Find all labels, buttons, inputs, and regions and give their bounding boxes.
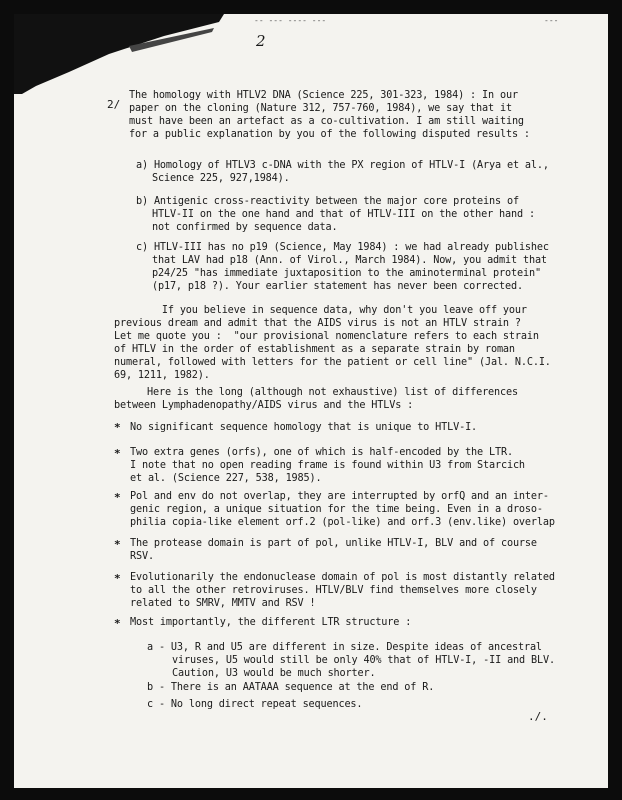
point-a-line-2: Science 225, 927,1984). [152,173,290,184]
intro-line-3: must have been an artefact as a co-cultivation. I am still waiting [129,116,524,127]
bullet-1-line-1: No significant sequence homology that is unique to HTLV-I. [130,422,478,433]
intro-line-4: for a public explanation by you of the following disputed results : [129,129,530,140]
bullet-asterisk: * [114,447,121,460]
ltr-a-line-2: viruses, U5 would still be only 40% that of HTLV-I, -II and BLV. [172,655,555,666]
bullet-asterisk: * [114,421,121,434]
section-number: 2/ [107,98,121,111]
ltr-b-line-1: b - There is an AATAAA sequence at the end of R. [147,682,435,693]
paragraph-line-1: If you believe in sequence data, why don't you leave off your [114,305,527,316]
bullet-2-line-3: et al. (Science 227, 538, 1985). [130,473,322,484]
bullet-asterisk: * [114,617,121,630]
paragraph-line-5: numeral, followed with letters for the patient or cell line" (Jal. N.C.I. [114,357,551,368]
scan-artifact-blotch [14,14,224,94]
point-b-line-2: HTLV-II on the one hand and that of HTLV-III on the other hand : [152,209,535,220]
bullet-3-line-1: Pol and env do not overlap, they are interrupted by orfQ and an inter- [130,491,549,502]
bullet-2-line-1: Two extra genes (orfs), one of which is half-encoded by the LTR. [130,447,513,458]
bullet-4-line-2: RSV. [130,551,154,562]
bullet-6-line-1: Most importantly, the different LTR structure : [130,617,412,628]
intro-line-1: The homology with HTLV2 DNA (Science 225, 301-323, 1984) : In our [129,90,518,101]
point-c-line-2: that LAV had p18 (Ann. of Virol., March 1984). Now, you admit that [152,255,547,266]
intro-line-2: paper on the cloning (Nature 312, 757-760, 1984), we say that it [129,103,512,114]
point-c-line-4: (p17, p18 ?). Your earlier statement has never been corrected. [152,281,523,292]
bullet-asterisk: * [114,491,121,504]
ltr-c-line-1: c - No long direct repeat sequences. [147,699,363,710]
paragraph-line-2: previous dream and admit that the AIDS virus is not an HTLV strain ? [114,318,521,329]
fax-header-right: --- [544,16,559,25]
paragraph-line-4: of HTLV in the order of establishment as a separate strain by roman [114,344,515,355]
bullet-2-line-2: I note that no open reading frame is found within U3 from Starcich [130,460,525,471]
point-b-line-1: b) Antigenic cross-reactivity between the major core proteins of [136,196,519,207]
bullet-4-line-1: The protease domain is part of pol, unlike HTLV-I, BLV and of course [130,538,537,549]
bullet-3-line-3: philia copia-like element orf.2 (pol-like) and orf.3 (env.like) overlap [130,517,555,528]
continuation-mark: ./. [528,710,548,723]
bullet-5-line-1: Evolutionarily the endonuclease domain of pol is most distantly related [130,572,555,583]
ltr-a-line-3: Caution, U3 would be much shorter. [172,668,376,679]
page-number: 2 [256,32,266,50]
bullet-5-line-3: related to SMRV, MMTV and RSV ! [130,598,316,609]
point-a-line-1: a) Homology of HTLV3 c-DNA with the PX region of HTLV-I (Arya et al., [136,160,549,171]
bullet-5-line-2: to all the other retroviruses. HTLV/BLV find themselves more closely [130,585,537,596]
bullet-3-line-2: genic region, a unique situation for the time being. Even in a droso- [130,504,543,515]
fax-header-left: -- --- ---- --- [254,16,327,25]
bullet-asterisk: * [114,572,121,585]
document-page [14,14,608,788]
list-intro-line-2: between Lymphadenopathy/AIDS virus and the HTLVs : [114,400,414,411]
list-intro-line-1: Here is the long (although not exhaustive) list of differences [147,387,518,398]
bullet-asterisk: * [114,538,121,551]
point-c-line-3: p24/25 "has immediate juxtaposition to the aminoterminal protein" [152,268,541,279]
point-b-line-3: not confirmed by sequence data. [152,222,338,233]
paragraph-line-6: 69, 1211, 1982). [114,370,210,381]
paragraph-line-3: Let me quote you : "our provisional nomenclature refers to each strain [114,331,539,342]
ltr-a-line-1: a - U3, R and U5 are different in size. Despite ideas of ancestral [147,642,542,653]
point-c-line-1: c) HTLV-III has no p19 (Science, May 1984) : we had already publishec [136,242,549,253]
